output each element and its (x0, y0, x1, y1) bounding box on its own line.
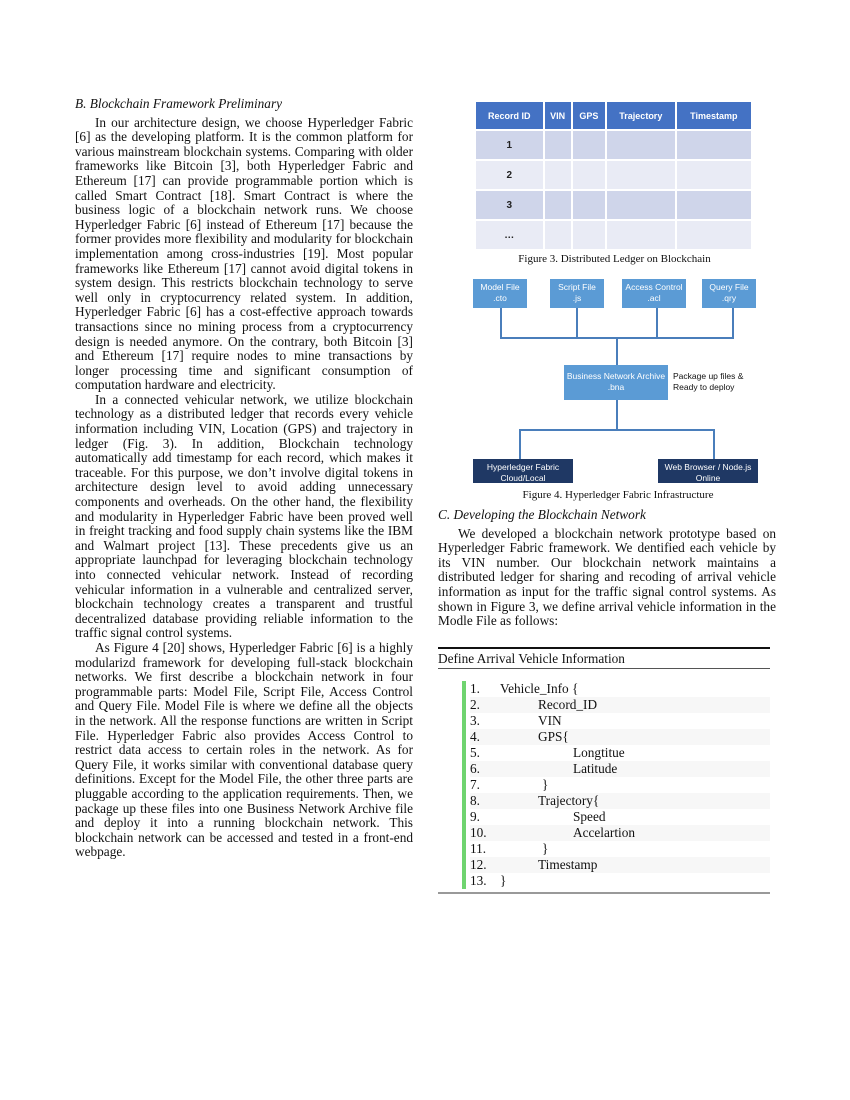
paragraph: In a connected vehicular network, we utilize blockchain technology as a distributed ledger that records every vehicle information including VIN, Location (GPS) and trajectory in ledger (Fig. 3). In addition, Blockchain technology automatically add timestamp for each record, which makes it traceable. For this purpose, we don’t involve digital tokens in architecture design level to avoid adding unnecessary components and overheads. On the other hand, the flexibility and modularity in Hyperledger Fabric have been proved well in freight tracking and food supply chain systems like the IBM and Walmart project [13]. These precedents give us an appropriate launchpad for leveraging blockchain technology into connected vehicular network. Instead of recording vehicular information in a vulnerable and centralized server, blockchain technology creates a transparent and trustful decentralized database providing reliable information to the traffic signal control systems. (75, 391, 413, 641)
code-text: } (542, 841, 549, 856)
line-number: 5. (470, 745, 480, 760)
header-timestamp: Timestamp (676, 102, 752, 130)
paragraph: In our architecture design, we choose Hyperledger Fabric [6] as the developing platform. It is the common platform for various mainstream blockchain systems. Comparing with older frameworks like Bitcoin [3], both Hyperledger Fabric and Ethereum [17] can provide programmable portion which is called Smart Contract [18]. Smart Contract is where the business logic of a blockchain network runs. We choose Hyperledger Fabric [6] instead of Ethereum [17] because the former provides more flexibility and modularity for blockchain implementation among cross-industries [19]. Most popular frameworks like Ethereum [17] cannot avoid digital tokens in system design. This restricts blockchain technology to serve well only in cryptocurrency related system. In addition, Hyperledger Fabric [6] has a cost-effective approach towards transactions since no mining process from a cryptocurrency design is needed anymore. On the contrary, both Bitcoin [3] and Ethereum [17] require nodes to mine transactions by longer processing time and significant consumption of computation hardware and electricity. (75, 114, 413, 393)
code-text: Speed (573, 809, 606, 824)
code-line (470, 729, 770, 745)
script-file-box: Script File .js (550, 279, 604, 308)
hyperledger-fabric-box: Hyperledger Fabric Cloud/Local (473, 459, 573, 483)
paragraph: As Figure 4 [20] shows, Hyperledger Fabric [6] is a highly modularizd framework for developing full-stack blockchain networks. We first describe a blockchain network in four programmable parts: Model File, Script File, Access Control and Query File. Model File is where we define all the objects in the network. All the response functions are written in Script File. Hyperledger Fabric also provides Access Control to restrict data access to certain roles in the network. As for Query File, it works similar with conventional database query definitions. Except for the Model File, the other three parts are pluggable according to the application requirements. Then, we package up these files into one Business Network Archive file and deploy it into a running blockchain network. This blockchain network can be accessed and tested in a front-end webpage. (75, 639, 413, 860)
figure-3 (476, 102, 753, 265)
listing-title: Define Arrival Vehicle Information (438, 647, 770, 669)
query-file-box: Query File .qry (702, 279, 756, 308)
line-number: 8. (470, 793, 480, 808)
section-heading-c: C. Developing the Blockchain Network (438, 507, 646, 522)
header-gps: GPS (572, 102, 606, 130)
header-record-id: Record ID (476, 102, 544, 130)
code-line (470, 793, 770, 809)
package-note: Package up files & Ready to deploy (673, 371, 744, 392)
table-row (476, 220, 752, 249)
line-number: 9. (470, 809, 480, 824)
line-number: 10. (470, 825, 487, 840)
record-id-cell: … (476, 220, 544, 249)
figure-4-caption: Figure 4. Hyperledger Fabric Infrastructure (522, 489, 714, 501)
line-number: 12. (470, 857, 487, 872)
record-id-cell: 1 (476, 130, 544, 160)
line-number: 13. (470, 873, 487, 888)
line-number: 7. (470, 777, 480, 792)
code-text: VIN (538, 713, 562, 728)
record-id-cell: 2 (476, 160, 544, 190)
code-line (470, 681, 770, 697)
code-line (470, 841, 770, 857)
left-column (75, 97, 413, 860)
paragraph: We developed a blockchain network prototype based on Hyperledger Fabric framework. We dentified each vehicle by its VIN number. Our blockchain network maintains a distributed ledger for sharing and recoding of arrival vehicle information as input for the traffic signal control systems. As shown in Figure 3, we define arrival vehicle information in the Modle File as follows: (438, 525, 776, 629)
section-heading-b: B. Blockchain Framework Preliminary (75, 96, 283, 111)
model-file-box: Model File .cto (473, 279, 527, 308)
code-line (470, 713, 770, 729)
access-control-box: Access Control .acl (622, 279, 686, 308)
code-text: Latitude (573, 761, 618, 776)
code-text: Record_ID (538, 697, 598, 712)
code-text: } (542, 777, 549, 792)
header-trajectory: Trajectory (606, 102, 676, 130)
code-text: Longtitue (573, 745, 625, 760)
code-text: Trajectory{ (538, 793, 600, 808)
line-number: 6. (470, 761, 480, 776)
code-line (470, 761, 770, 777)
table-row (476, 130, 752, 160)
code-line (470, 873, 770, 889)
figure-3-caption: Figure 3. Distributed Ledger on Blockchain (518, 253, 711, 265)
line-number: 1. (470, 681, 480, 696)
code-text: } (500, 873, 507, 888)
line-number: 4. (470, 729, 480, 744)
code-line (470, 857, 770, 873)
line-number: 11. (470, 841, 487, 856)
table-row (476, 190, 752, 220)
code-line (470, 697, 770, 713)
code-text: Vehicle_Info { (500, 681, 579, 696)
code-listing (438, 647, 770, 894)
code-text: GPS{ (538, 729, 569, 744)
web-browser-box: Web Browser / Node.js Online (658, 459, 758, 483)
code-text: Timestamp (538, 857, 598, 872)
code-block (462, 681, 770, 889)
record-id-cell: 3 (476, 190, 544, 220)
line-number: 3. (470, 713, 480, 728)
code-text: Accelartion (573, 825, 636, 840)
code-line (470, 745, 770, 761)
ledger-table (476, 102, 753, 249)
line-number: 2. (470, 697, 480, 712)
figure-4 (468, 275, 768, 500)
header-vin: VIN (544, 102, 572, 130)
code-line (470, 809, 770, 825)
code-line (470, 825, 770, 841)
table-row (476, 160, 752, 190)
code-line (470, 777, 770, 793)
right-column (438, 508, 776, 629)
business-network-archive-box: Business Network Archive .bna (564, 365, 668, 400)
